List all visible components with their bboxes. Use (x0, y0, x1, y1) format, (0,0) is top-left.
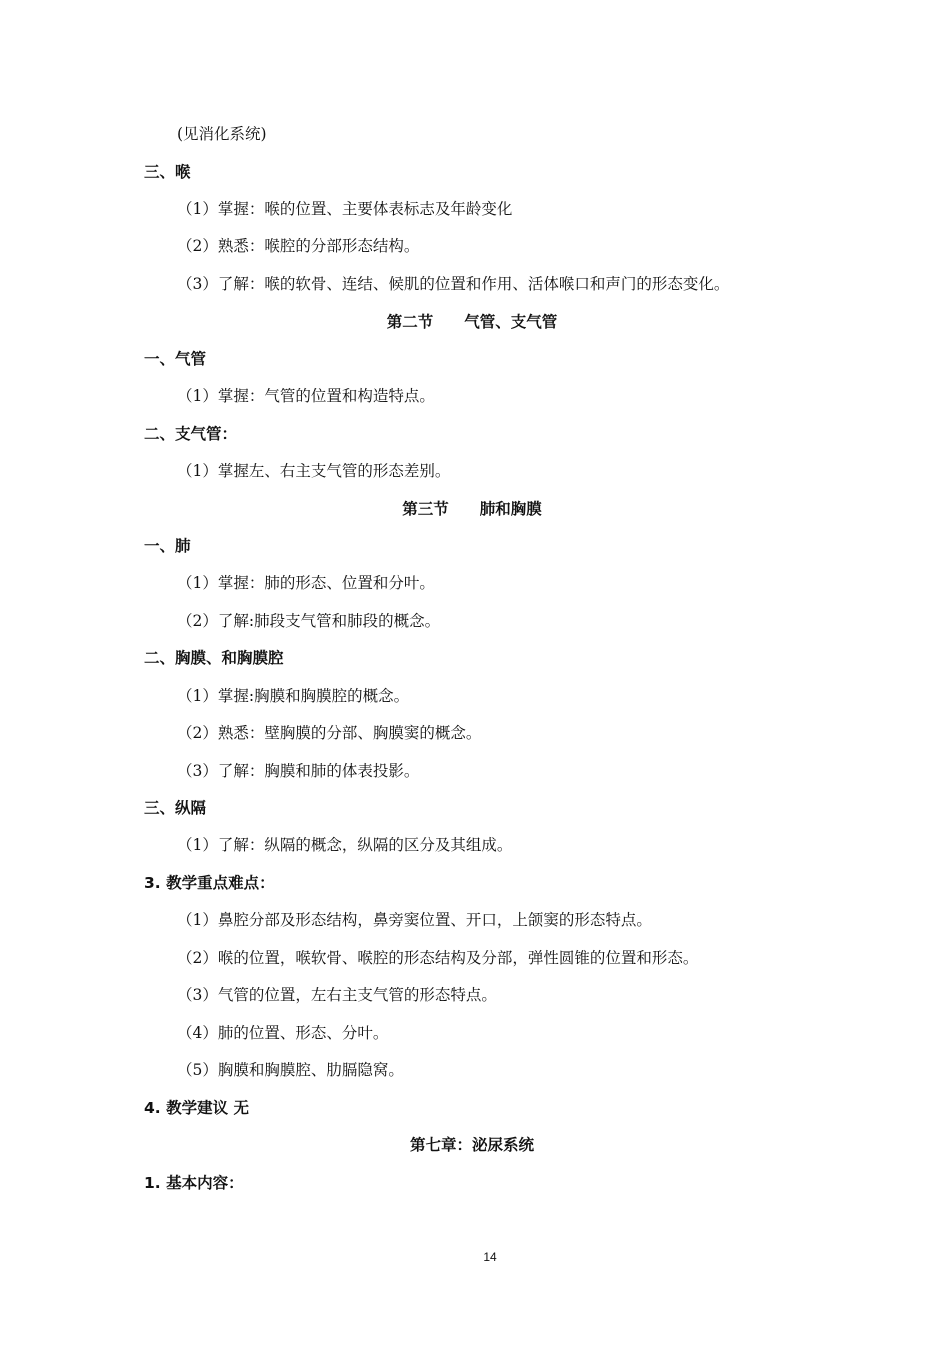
list-item: （1）掌握：肺的形态、位置和分叶。 (177, 574, 435, 592)
list-item: （4）肺的位置、形态、分叶。 (177, 1024, 389, 1042)
teaching-suggestion: 4. 教学建议 无 (144, 1099, 249, 1117)
list-item: （3）气管的位置，左右主支气管的形态特点。 (177, 986, 497, 1004)
section-heading-lung: 一、肺 (144, 537, 191, 555)
list-item: （2）熟悉：喉腔的分部形态结构。 (177, 237, 420, 255)
section-title-2: 第二节 气管、支气管 (386, 313, 558, 331)
intro-text: (见消化系统) (177, 125, 267, 143)
list-item: （3）了解：喉的软骨、连结、候肌的位置和作用、活体喉口和声门的形态变化。 (177, 275, 730, 293)
list-item: （1）掌握：气管的位置和构造特点。 (177, 387, 435, 405)
section-heading-bronchi: 二、支气管： (144, 425, 238, 443)
list-item: （5）胸膜和胸膜腔、肋膈隐窝。 (177, 1061, 404, 1079)
section-heading-trachea: 一、气管 (144, 350, 207, 368)
list-item: （2）了解:肺段支气管和肺段的概念。 (177, 612, 441, 630)
list-item: （1）了解：纵隔的概念，纵隔的区分及其组成。 (177, 836, 513, 854)
list-item: （3）了解：胸膜和肺的体表投影。 (177, 762, 420, 780)
list-item: （2）喉的位置，喉软骨、喉腔的形态结构及分部，弹性圆锥的位置和形态。 (177, 949, 699, 967)
section-title-3: 第三节 肺和胸膜 (402, 500, 542, 518)
basic-content-heading: 1. 基本内容： (144, 1174, 244, 1192)
chapter-title: 第七章：泌尿系统 (409, 1136, 534, 1154)
list-item: （1）掌握:胸膜和胸膜腔的概念。 (177, 687, 410, 705)
section-heading-larynx: 三、喉 (144, 163, 191, 181)
section-heading-pleura: 二、胸膜、和胸膜腔 (144, 649, 284, 667)
section-heading-key-points: 3. 教学重点难点： (144, 874, 275, 892)
list-item: （1）鼻腔分部及形态结构，鼻旁窦位置、开口，上颌窦的形态特点。 (177, 911, 652, 929)
page-number: 14 (483, 1250, 497, 1264)
list-item: （2）熟悉：壁胸膜的分部、胸膜窦的概念。 (177, 724, 482, 742)
list-item: （1）掌握：喉的位置、主要体表标志及年龄变化 (177, 200, 513, 218)
section-heading-mediastinum: 三、纵隔 (144, 799, 207, 817)
list-item: （1）掌握左、右主支气管的形态差别。 (177, 462, 451, 480)
